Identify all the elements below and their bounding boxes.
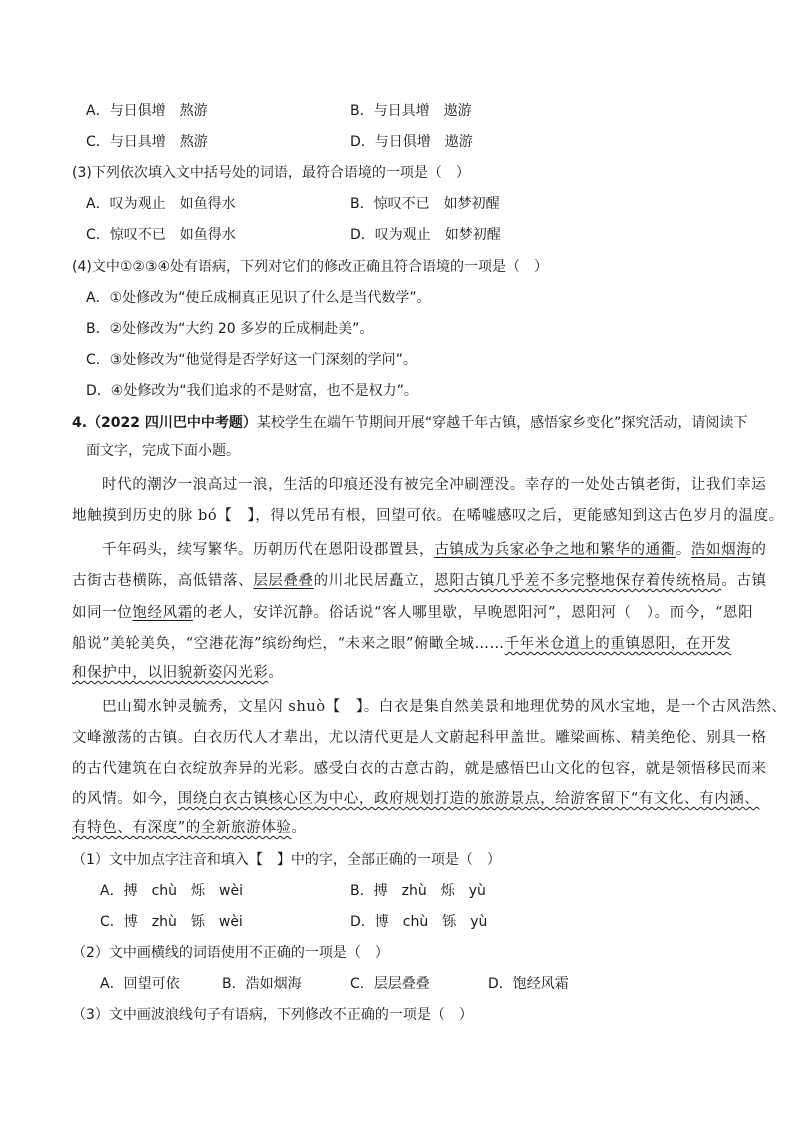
underlined-phrase: 饱经风霜 xyxy=(132,605,193,621)
passage-line xyxy=(72,603,753,623)
passage-line xyxy=(72,789,760,809)
option-d: D．叹为观止 如梦初醒 xyxy=(350,227,501,243)
text-segment: 的老人，安详沉静。俗话说“客人哪里歇，早晚恩阳河”，恩阳河（ ）。而今，“恩阳 xyxy=(192,605,754,621)
wavy-underlined-sentence: 和保护中，以旧貌新姿闪光彩 xyxy=(72,665,269,681)
underlined-phrase: 层层叠叠 xyxy=(253,573,314,589)
option-d: D．博 chù 铄 yù xyxy=(350,914,488,930)
passage-line xyxy=(102,540,766,560)
option-b: B．浩如烟海 xyxy=(222,976,302,992)
problem-number: 4. xyxy=(72,415,88,431)
text-segment: 。 xyxy=(268,665,284,681)
underlined-phrase: 浩如烟海 xyxy=(690,542,752,558)
text-segment: 千年码头，续写繁华。历朝历代在恩阳设郡置县， xyxy=(102,542,435,558)
wavy-underlined-sentence: 恩阳古镇几乎差不多完整地保存着传统格局 xyxy=(434,573,722,589)
text-segment: 如同一位 xyxy=(72,605,133,621)
text-segment: 的 xyxy=(751,542,767,558)
sub-question-2-stem: （2）文中画横线的词语使用不正确的一项是（ ） xyxy=(72,945,389,961)
passage-line: 的古代建筑在白衣绽放奔异的光彩。感受白衣的古意古韵，就是感悟巴山文化的包容，就是领悟移民而来 xyxy=(72,761,767,777)
option-c: C．惊叹不已 如鱼得水 xyxy=(86,227,236,243)
passage-line: 地触摸到历史的脉 bó【 】，得以凭吊有根，回望可依。在唏嘘感叹之后，更能感知到这古色岁月的温度。 xyxy=(72,508,784,524)
option-d: D．④处修改为“我们追求的不是财富，也不是权力”。 xyxy=(86,383,418,399)
underlined-phrase: 古镇成为兵家必争之地和繁华的通衢 xyxy=(434,542,676,558)
option-d: D．与日俱增 遨游 xyxy=(350,134,473,150)
option-b: B．与日具增 遨游 xyxy=(350,103,472,119)
problem-intro: 某校学生在端午节期间开展“穿越千年古镇，感悟家乡变化”探究活动，请阅读下 xyxy=(256,415,748,431)
passage-line xyxy=(72,634,731,654)
text-segment: 。古镇 xyxy=(721,573,767,589)
option-a: A．回望可依 xyxy=(100,976,180,992)
option-c: C．与日具增 熬游 xyxy=(86,134,208,150)
option-c: C．③处修改为“他觉得是否学好这一门深刻的学问”。 xyxy=(86,352,417,368)
sub-question-1-stem: （1）文中加点字注音和填入【 】中的字，全部正确的一项是（ ） xyxy=(72,852,501,868)
passage-line: 文峰激荡的古镇。白衣历代人才辈出，尤以清代更是人文蔚起科甲盖世。雕梁画栋、精美绝伦、别具一格 xyxy=(72,730,767,746)
option-a: A．叹为观止 如鱼得水 xyxy=(86,196,236,212)
text-segment: 船说”美轮美奂，“空港花海”缤纷绚烂，“未来之眼”俯瞰全城…… xyxy=(72,636,505,652)
option-b: B．搏 zhù 烁 yù xyxy=(350,883,486,899)
question-3-stem: (3)下列依次填入文中括号处的词语，最符合语境的一项是（ ） xyxy=(72,165,470,181)
text-segment: 古街古巷横陈，高低错落、 xyxy=(72,573,254,589)
option-a: A．与日俱增 熬游 xyxy=(86,103,208,119)
passage-line: 巴山蜀水钟灵毓秀，文星闪 shuò【 】。白衣是集自然美景和地理优势的风水宝地，是一个古风浩然、 xyxy=(102,699,787,715)
wavy-underlined-sentence: 有特色、有深度”的全新旅游体验 xyxy=(72,820,292,836)
option-c: C．博 zhù 铄 wèi xyxy=(100,914,243,930)
passage-line: 时代的潮汐一浪高过一浪，生活的印痕还没有被完全冲刷湮没。幸存的一处处古镇老街，让我们幸运 xyxy=(102,477,767,493)
wavy-underlined-sentence: 围绕白衣古镇核心区为中心，政府规划打造的旅游景点，给游客留下“有文化、有内涵、 xyxy=(177,791,760,807)
option-a: A．①处修改为“使丘成桐真正见识了什么是当代数学”。 xyxy=(86,290,431,306)
text-segment: 。 xyxy=(675,542,691,558)
text-segment: 的风情。如今， xyxy=(72,791,178,807)
text-segment: 的川北民居矗立， xyxy=(313,573,435,589)
passage-line xyxy=(72,571,767,591)
sub-question-3-stem: （3）文中画波浪线句子有语病，下列修改不正确的一项是（ ） xyxy=(72,1007,473,1023)
option-d: D．饱经风霜 xyxy=(488,976,569,992)
problem-4-title xyxy=(72,413,747,433)
option-c: C．层层叠叠 xyxy=(350,976,430,992)
question-4-stem: (4)文中①②③④处有语病，下列对它们的修改正确且符合语境的一项是（ ） xyxy=(72,259,549,275)
problem-source: （2022 四川巴中中考题） xyxy=(87,415,257,431)
problem-4-title-cont: 面文字，完成下面小题。 xyxy=(86,443,240,459)
option-b: B．惊叹不已 如梦初醒 xyxy=(350,196,500,212)
option-b: B．②处修改为“大约 20 多岁的丘成桐赴美”。 xyxy=(86,321,374,337)
passage-line xyxy=(72,818,307,838)
option-a: A．搏 chù 烁 wèi xyxy=(100,883,243,899)
text-segment: 。 xyxy=(291,820,307,836)
passage-line xyxy=(72,663,283,683)
wavy-underlined-sentence: 千年米仓道上的重镇恩阳，在开发 xyxy=(504,636,732,652)
